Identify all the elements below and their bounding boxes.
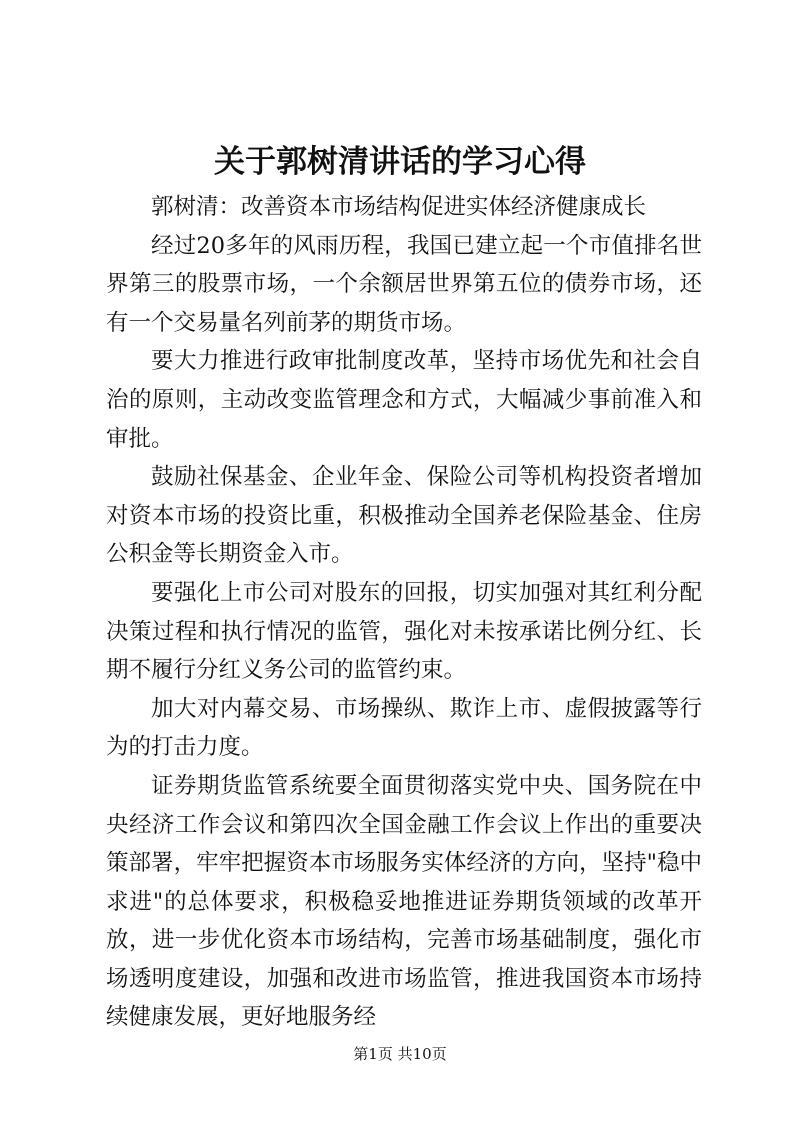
document-title: 关于郭树清讲话的学习心得: [214, 144, 586, 180]
document-body: [106, 188, 702, 1037]
paragraph: 要强化上市公司对股东的回报，切实加强对其红利分配决策过程和执行情况的监管，强化对未按承诺比例分红、长期不履行分红义务公司的监管约束。: [106, 579, 702, 684]
page-number-footer: 第1页 共10页: [353, 1045, 447, 1063]
paragraph: 加大对内幕交易、市场操纵、欺诈上市、虚假披露等行为的打击力度。: [106, 695, 702, 761]
paragraph: 证券期货监管系统要全面贯彻落实党中央、国务院在中央经济工作会议和第四次全国金融工作会议上作出的重要决策部署，牢牢把握资本市场服务实体经济的方向，坚持"稳中求进"的总体要求，积极稳妥地推进证券期货领域的改革开放，进一步优化资本市场结构，完善市场基础制度，强化市场透明度建设，加强和改进市场监管，推进我国资本市场持续健康发展，更好地服务经: [106, 772, 702, 1031]
paragraph: 要大力推进行政审批制度改革，坚持市场优先和社会自治的原则，主动改变监管理念和方式，大幅减少事前准入和审批。: [106, 348, 702, 452]
paragraph: 经过20多年的风雨历程，我国已建立起一个市值排名世界第三的股票市场，一个余额居世界第五位的债券市场，还有一个交易量名列前茅的期货市场。: [106, 232, 702, 336]
paragraph: 鼓励社保基金、企业年金、保险公司等机构投资者增加对资本市场的投资比重，积极推动全国养老保险基金、住房公积金等长期资金入市。: [106, 464, 702, 568]
paragraph-subtitle: 郭树清：改善资本市场结构促进实体经济健康成长: [151, 194, 647, 220]
